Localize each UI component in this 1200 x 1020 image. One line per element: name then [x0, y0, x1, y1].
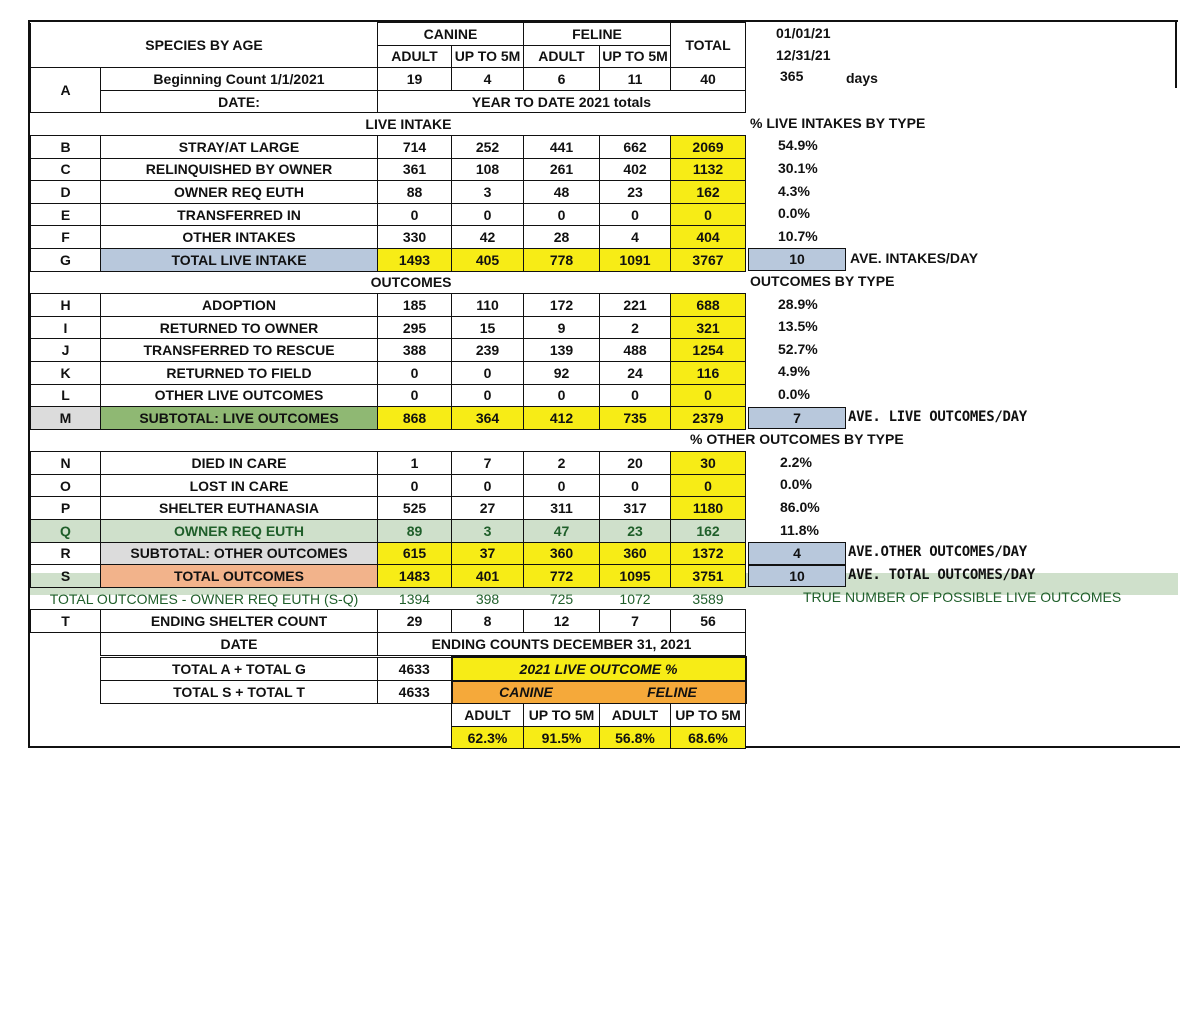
ave-intakes-value: 10	[748, 248, 846, 271]
true-outcomes-value: 725	[549, 590, 574, 607]
other-outcomes-pct: 11.8%	[780, 521, 819, 538]
true-outcomes-row	[31, 587, 746, 610]
other-outcomes-pct: 86.0%	[780, 498, 820, 515]
outcomes-pct: 28.9%	[778, 295, 818, 312]
spacer	[31, 633, 101, 656]
value-cell: 0	[452, 384, 524, 407]
ave-live-outcomes-value: 7	[748, 407, 846, 430]
row-a	[31, 68, 746, 91]
row-letter: B	[31, 135, 101, 158]
summary-value-canine-adult: 62.3%	[452, 726, 524, 749]
total-cell: 688	[671, 294, 746, 317]
row-letter: F	[31, 226, 101, 249]
value-cell: 0	[600, 384, 671, 407]
value-cell: 525	[378, 497, 452, 520]
total-cell: 1180	[671, 497, 746, 520]
true-outcomes-value: 1072	[619, 590, 651, 607]
ending-date-row	[31, 633, 746, 656]
value-cell: 239	[452, 339, 524, 362]
value-cell: 252	[452, 135, 524, 158]
value-cell: 261	[524, 158, 600, 181]
data-row	[31, 294, 746, 317]
total-cell: 1254	[671, 339, 746, 362]
header-row-1	[31, 23, 746, 46]
date-label: DATE:	[101, 90, 378, 113]
value-cell: 37	[452, 542, 524, 565]
outcomes-pct: 4.9%	[778, 363, 810, 380]
value-cell: 0	[452, 203, 524, 226]
value-cell: 3	[452, 520, 524, 543]
row-label: DIED IN CARE	[101, 452, 378, 475]
row-letter: N	[31, 452, 101, 475]
row-label: RETURNED TO OWNER	[101, 316, 378, 339]
total-cell: 0	[671, 474, 746, 497]
outcomes-pct: 0.0%	[778, 386, 810, 402]
value-cell: 20	[600, 452, 671, 475]
summary-value-canine-up5m: 91.5%	[524, 726, 600, 749]
value-cell: 0	[378, 474, 452, 497]
value-cell: 2	[600, 316, 671, 339]
value-cell: 0	[378, 203, 452, 226]
spacer	[31, 429, 746, 452]
value-cell: 1483	[378, 565, 452, 588]
days-value: 365	[780, 68, 804, 84]
total-cell: 0	[671, 203, 746, 226]
value-cell: 88	[378, 181, 452, 204]
value-cell: 488	[600, 339, 671, 362]
data-row	[31, 497, 746, 520]
row-letter: S	[31, 565, 101, 588]
data-row	[31, 361, 746, 384]
row-letter: H	[31, 294, 101, 317]
value-cell: 360	[600, 542, 671, 565]
report-frame-right	[1175, 20, 1177, 88]
outcomes-section	[31, 271, 746, 294]
outcomes-section-title: OUTCOMES	[101, 271, 452, 294]
summary-feline: FELINE	[600, 681, 746, 704]
age-col-header-3: UP TO 5M	[600, 45, 671, 68]
date-row	[31, 90, 746, 113]
total-cell: 3767	[671, 248, 746, 271]
summary-row1-label: TOTAL A + TOTAL G	[101, 657, 378, 681]
row-letter: R	[31, 542, 101, 565]
data-row	[31, 248, 746, 271]
value-cell: 0	[524, 203, 600, 226]
outcomes-pct: 52.7%	[778, 340, 818, 357]
value-cell: 311	[524, 497, 600, 520]
true-outcomes-value: 1394	[398, 590, 431, 607]
ending-date-value: ENDING COUNTS DECEMBER 31, 2021	[378, 633, 746, 656]
ave-live-outcomes-label: AVE. LIVE OUTCOMES/DAY	[848, 408, 1027, 425]
data-row	[31, 384, 746, 407]
ave-other-outcomes-value: 4	[748, 542, 846, 565]
live-outcome-title: 2021 LIVE OUTCOME %	[452, 657, 746, 681]
age-col-header-1: UP TO 5M	[452, 45, 524, 68]
other-outcomes-pct: 2.2%	[780, 453, 812, 470]
spacer	[31, 113, 101, 136]
value-cell: 1	[378, 452, 452, 475]
true-outcomes-value: 3589	[692, 590, 724, 607]
value-cell: 92	[524, 361, 600, 384]
row-label: TRANSFERRED TO RESCUE	[101, 339, 378, 362]
summary-col-feline-adult: ADULT	[600, 704, 671, 727]
row-letter: O	[31, 474, 101, 497]
value-cell: 0	[452, 474, 524, 497]
data-row	[31, 610, 746, 633]
summary-canine: CANINE	[452, 681, 600, 704]
value-cell: 7	[600, 610, 671, 633]
value-cell: 388	[378, 339, 452, 362]
data-row	[31, 520, 746, 543]
outcomes-pct-title: OUTCOMES BY TYPE	[750, 273, 895, 290]
value-cell: 27	[452, 497, 524, 520]
spacer	[452, 271, 746, 294]
spacer	[452, 113, 746, 136]
total-cell: 162	[671, 181, 746, 204]
value-cell: 0	[452, 361, 524, 384]
date-end: 12/31/21	[776, 47, 831, 63]
total-cell: 1372	[671, 542, 746, 565]
value-cell: 11	[600, 68, 671, 91]
data-row	[31, 226, 746, 249]
age-col-header-2: ADULT	[524, 45, 600, 68]
value-cell: 330	[378, 226, 452, 249]
value-cell: 772	[524, 565, 600, 588]
live-intake-pct: 54.9%	[778, 137, 818, 154]
data-row	[31, 407, 746, 430]
value-cell: 4	[600, 226, 671, 249]
value-cell: 0	[378, 384, 452, 407]
shelter-stats-table	[30, 22, 746, 656]
total-cell: 116	[671, 361, 746, 384]
value-cell: 221	[600, 294, 671, 317]
value-cell: 29	[378, 610, 452, 633]
value-cell: 662	[600, 135, 671, 158]
value-cell: 12	[524, 610, 600, 633]
value-cell: 364	[452, 407, 524, 430]
summary-row2-label: TOTAL S + TOTAL T	[101, 681, 378, 704]
value-cell: 24	[600, 361, 671, 384]
row-label: OWNER REQ EUTH	[101, 520, 378, 543]
date-start: 01/01/21	[776, 25, 831, 41]
row-label: LOST IN CARE	[101, 474, 378, 497]
value-cell: 360	[524, 542, 600, 565]
data-row	[31, 474, 746, 497]
ave-total-outcomes-value: 10	[748, 565, 846, 588]
value-cell: 89	[378, 520, 452, 543]
row-label: SUBTOTAL: LIVE OUTCOMES	[101, 407, 378, 430]
live-intake-pct: 0.0%	[778, 205, 810, 222]
live-intake-section	[31, 113, 746, 136]
summary-row1-value: 4633	[378, 657, 452, 681]
row-letter: I	[31, 316, 101, 339]
value-cell: 615	[378, 542, 452, 565]
feline-header: FELINE	[524, 23, 671, 46]
value-cell: 185	[378, 294, 452, 317]
true-outcomes-value: 398	[475, 590, 500, 607]
value-cell: 441	[524, 135, 600, 158]
value-cell: 23	[600, 181, 671, 204]
total-cell: 3751	[671, 565, 746, 588]
data-row	[31, 135, 746, 158]
row-label: TRANSFERRED IN	[101, 203, 378, 226]
date-value: YEAR TO DATE 2021 totals	[378, 90, 746, 113]
value-cell: 40	[671, 68, 746, 91]
value-cell: 110	[452, 294, 524, 317]
row-label: TOTAL OUTCOMES	[101, 565, 378, 588]
value-cell: 402	[600, 158, 671, 181]
summary-col-canine-up5m: UP TO 5M	[524, 704, 600, 727]
outcomes-pct: 13.5%	[778, 318, 818, 335]
row-letter: Q	[31, 520, 101, 543]
summary-table	[100, 656, 747, 749]
data-row	[31, 158, 746, 181]
data-row	[31, 203, 746, 226]
value-cell: 1493	[378, 248, 452, 271]
value-cell: 15	[452, 316, 524, 339]
summary-col-feline-up5m: UP TO 5M	[671, 704, 746, 727]
row-label: OWNER REQ EUTH	[101, 181, 378, 204]
row-label: Beginning Count 1/1/2021	[101, 68, 378, 91]
row-letter: E	[31, 203, 101, 226]
true-outcomes-note: TRUE NUMBER OF POSSIBLE LIVE OUTCOMES	[803, 589, 1122, 606]
value-cell: 778	[524, 248, 600, 271]
summary-row2-value: 4633	[378, 681, 452, 704]
spacer	[31, 271, 101, 294]
row-label: RETURNED TO FIELD	[101, 361, 378, 384]
value-cell: 295	[378, 316, 452, 339]
age-col-header-0: ADULT	[378, 45, 452, 68]
value-cell: 139	[524, 339, 600, 362]
row-letter: D	[31, 181, 101, 204]
value-cell: 7	[452, 452, 524, 475]
row-label: SUBTOTAL: OTHER OUTCOMES	[101, 542, 378, 565]
row-label: OTHER LIVE OUTCOMES	[101, 384, 378, 407]
live-intake-pct: 30.1%	[778, 160, 818, 177]
data-row	[31, 181, 746, 204]
value-cell: 735	[600, 407, 671, 430]
value-cell: 1091	[600, 248, 671, 271]
total-cell: 56	[671, 610, 746, 633]
value-cell: 868	[378, 407, 452, 430]
row-label: STRAY/AT LARGE	[101, 135, 378, 158]
value-cell: 48	[524, 181, 600, 204]
value-cell: 4	[452, 68, 524, 91]
data-row	[31, 339, 746, 362]
row-letter: M	[31, 407, 101, 430]
total-cell: 162	[671, 520, 746, 543]
other-outcomes-pct: 0.0%	[780, 476, 812, 493]
data-row	[31, 452, 746, 475]
row-label: TOTAL LIVE INTAKE	[101, 248, 378, 271]
value-cell: 361	[378, 158, 452, 181]
summary-value-feline-up5m: 68.6%	[671, 726, 746, 749]
value-cell: 405	[452, 248, 524, 271]
blank-row	[31, 429, 746, 452]
value-cell: 0	[524, 474, 600, 497]
value-cell: 0	[600, 203, 671, 226]
total-cell: 30	[671, 452, 746, 475]
total-cell: 2069	[671, 135, 746, 158]
true-outcomes-label: TOTAL OUTCOMES - OWNER REQ EUTH (S-Q)	[49, 590, 359, 607]
row-letter: L	[31, 384, 101, 407]
total-cell: 321	[671, 316, 746, 339]
row-label: OTHER INTAKES	[101, 226, 378, 249]
ending-date-label: DATE	[101, 633, 378, 656]
other-outcomes-pct-title: % OTHER OUTCOMES BY TYPE	[690, 431, 904, 448]
row-letter: A	[31, 68, 101, 113]
data-row	[31, 316, 746, 339]
value-cell: 412	[524, 407, 600, 430]
row-letter: K	[31, 361, 101, 384]
live-intake-pct: 4.3%	[778, 182, 810, 199]
value-cell: 0	[524, 384, 600, 407]
ave-other-outcomes-label: AVE.OTHER OUTCOMES/DAY	[848, 544, 1027, 561]
value-cell: 0	[378, 361, 452, 384]
species-by-age-title: SPECIES BY AGE	[31, 23, 378, 68]
value-cell: 317	[600, 497, 671, 520]
value-cell: 172	[524, 294, 600, 317]
row-letter: P	[31, 497, 101, 520]
value-cell: 714	[378, 135, 452, 158]
value-cell: 9	[524, 316, 600, 339]
value-cell: 28	[524, 226, 600, 249]
live-intake-pct: 10.7%	[778, 227, 818, 244]
days-label: days	[846, 70, 878, 86]
value-cell: 108	[452, 158, 524, 181]
value-cell: 401	[452, 565, 524, 588]
value-cell: 0	[600, 474, 671, 497]
live-intake-section-title: LIVE INTAKE	[101, 113, 452, 136]
value-cell: 42	[452, 226, 524, 249]
row-letter: J	[31, 339, 101, 362]
value-cell: 23	[600, 520, 671, 543]
canine-header: CANINE	[378, 23, 524, 46]
total-cell: 0	[671, 384, 746, 407]
value-cell: 6	[524, 68, 600, 91]
row-label: ENDING SHELTER COUNT	[101, 610, 378, 633]
row-label: ADOPTION	[101, 294, 378, 317]
total-cell: 1132	[671, 158, 746, 181]
total-cell: 2379	[671, 407, 746, 430]
value-cell: 47	[524, 520, 600, 543]
data-row	[31, 565, 746, 588]
row-label: SHELTER EUTHANASIA	[101, 497, 378, 520]
row-label: RELINQUISHED BY OWNER	[101, 158, 378, 181]
row-letter: G	[31, 248, 101, 271]
row-letter: C	[31, 158, 101, 181]
total-header: TOTAL	[671, 23, 746, 68]
row-letter: T	[31, 610, 101, 633]
ave-total-outcomes-label: AVE. TOTAL OUTCOMES/DAY	[848, 566, 1035, 583]
value-cell: 1095	[600, 565, 671, 588]
value-cell: 8	[452, 610, 524, 633]
value-cell: 19	[378, 68, 452, 91]
summary-value-feline-adult: 56.8%	[600, 726, 671, 749]
live-intake-pct-title: % LIVE INTAKES BY TYPE	[750, 114, 926, 131]
ave-intakes-label: AVE. INTAKES/DAY	[850, 250, 979, 267]
data-row	[31, 542, 746, 565]
summary-col-canine-adult: ADULT	[452, 704, 524, 727]
value-cell: 2	[524, 452, 600, 475]
total-cell: 404	[671, 226, 746, 249]
value-cell: 3	[452, 181, 524, 204]
